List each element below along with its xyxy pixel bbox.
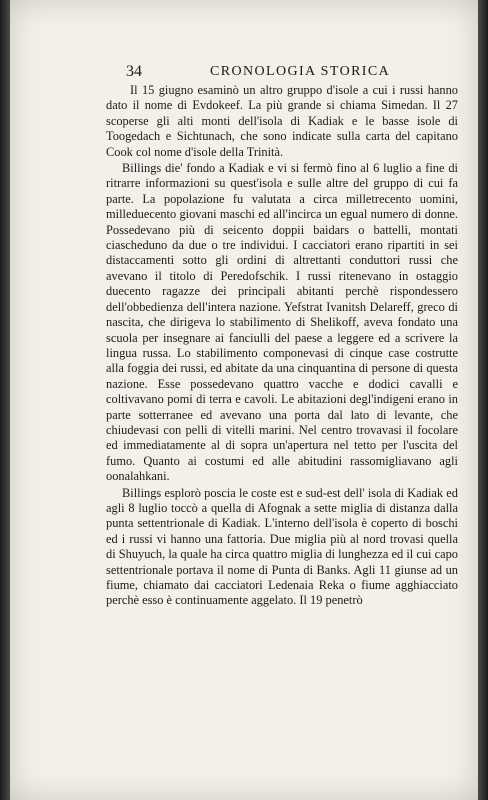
body-text xyxy=(106,83,458,610)
page-number: 34 xyxy=(126,63,142,80)
book-page xyxy=(10,0,478,800)
page-header xyxy=(114,63,454,81)
paragraph-2: Billings die' fondo a Kadiak e vi si fermò fino al 6 luglio a fine di ritrarre informazioni su quest'isola e sulle altre del gruppo di cui fa parte. La popolazione fu valutata a circa milletrecento uomini, milleduecento giovani maschi ed all'incirca un egual numero di donne. Possedevano più di seicento doppii baidars o battelli, montati ciascheduno da due o tre individui. I cacciatori erano ripartiti in sei distaccamenti sotto gli ordini di altrettanti conduttori russi che avevano il titolo di Peredofschik. I russi ritenevano in ostaggio duecento ragazze dei principali abitanti perchè rispondessero dell'obbedienza dell'intera nazione. Yefstrat Ivanitsh Delareff, greco di nascita, che dirigeva lo stabilimento di Shelikoff, aveva fondato una scuola per insegnare ai fanciulli del paese a leggere ed a scrivere la lingua russa. Lo stabilimento componevasi di cinque case costrutte alla foggia dei russi, ed abitate da una cinquantina di persone di questa nazione. Esse possedevano quattro vacche e dodici cavalli e coltivavano pomi di terra e cavoli. Le abitazioni degl'indigeni erano in parte sotterranee ed avevano una porta dal lato di levante, che chiudevasi con pelli di vitelli marini. Nel centro trovavasi il focolare ed immediatamente al di sopra un'apertura nel tetto per l'uscita del fumo. Quanto ai costumi ed alle abitudini rassomigliavano agli oonalahkani. xyxy=(106,161,458,484)
paragraph-3: Billings esplorò poscia le coste est e sud-est dell' isola di Kadiak ed agli 8 luglio toccò a quella di Afognak a sette miglia di distanza dalla punta settentrionale di Kadiak. L'interno dell'isola è coperto di boschi ed i russi vi hanno una fattoria. Due miglia più al nord trovasi quella di Shuyuch, la quale ha circa quattro miglia di lunghezza ed il cui capo settentrionale portava il nome di Punta di Banks. Agli 11 giunse ad un fiume, chiamato dai cacciatori Ledenaia Reka o fiume agghiacciato perchè esso è continuamente aggelato. Il 19 penetrò xyxy=(106,485,458,608)
paragraph-1: Il 15 giugno esaminò un altro gruppo d'isole a cui i russi hanno dato il nome di Evdokeef. La più grande si chiama Simedan. Il 27 scoperse gli alti monti dell'isola di Kadiak e le basse isole di Toogedach e Sichtunach, che sono indicate sulla carta del capitano Cook col nome d'isole della Trinità. xyxy=(106,83,458,159)
book-gutter-left xyxy=(0,0,10,800)
running-head: CRONOLOGIA STORICA xyxy=(210,64,391,79)
book-edge-right xyxy=(478,0,488,800)
